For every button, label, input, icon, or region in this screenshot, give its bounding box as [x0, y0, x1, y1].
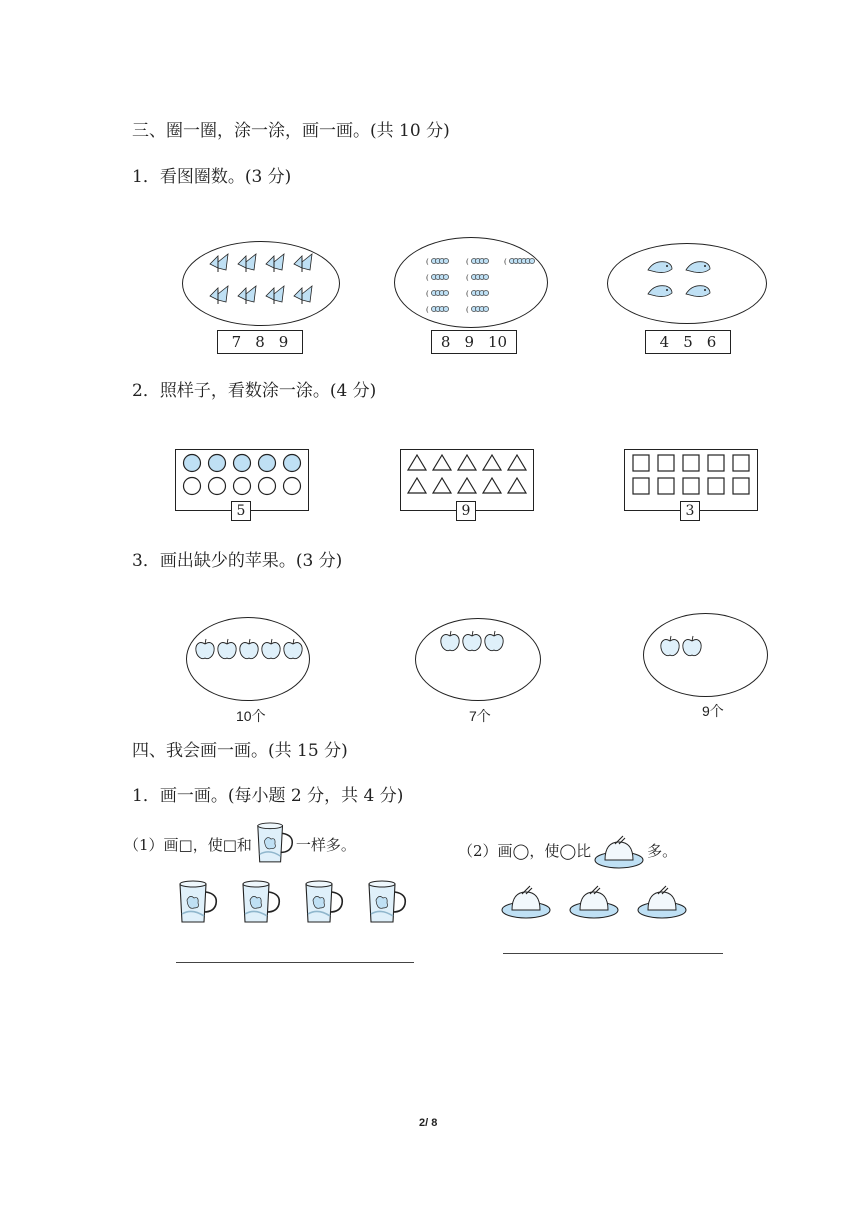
circle-shape[interactable] [284, 478, 301, 495]
circle-shape[interactable] [259, 455, 276, 472]
cup-icon [180, 881, 216, 922]
cup-row [170, 878, 420, 928]
apple-icon [196, 639, 214, 659]
square-shape[interactable] [708, 478, 724, 494]
apple-icon [661, 636, 679, 656]
apple-icon [240, 639, 258, 659]
caterpillar-icon [466, 258, 489, 266]
butterfly-icon [238, 254, 256, 272]
butterfly-icon [294, 286, 312, 304]
svg-text:(: ( [426, 258, 429, 266]
caterpillar-icon [426, 306, 449, 314]
fish-icon [648, 262, 672, 273]
square-panel-number: 3 [680, 501, 700, 521]
apple-icon [683, 636, 701, 656]
q2-title: 2．照样子，看数涂一涂。(4 分) [132, 381, 377, 401]
circle-shape[interactable] [259, 478, 276, 495]
hat-icon [591, 830, 647, 870]
cup-icon [258, 823, 292, 862]
caterpillar-icon [466, 306, 489, 314]
answer-line[interactable] [176, 962, 414, 963]
apple-icon [485, 631, 503, 651]
apple-total-label: 9个 [702, 703, 724, 719]
cup-icon [252, 822, 296, 866]
answer-line[interactable] [503, 953, 723, 954]
svg-text:(: ( [466, 258, 469, 266]
section4-title: 四、我会画一画。(共 15 分) [132, 741, 348, 761]
triangle-panel-number: 9 [456, 501, 476, 521]
triangle-shape[interactable] [508, 478, 526, 493]
choice-number[interactable]: 5 [683, 333, 693, 351]
square-shape[interactable] [733, 455, 749, 471]
s4-q1-title: 1．画一画。(每小题 2 分，共 4 分) [132, 786, 404, 806]
choice-number[interactable]: 10 [488, 333, 508, 351]
butterfly-icon [294, 254, 312, 272]
cup-icon [369, 881, 405, 922]
hat-icon [638, 886, 686, 918]
fish-group [644, 258, 724, 308]
apple-row [658, 634, 708, 658]
circle-panel-number: 5 [231, 501, 251, 521]
page-number: 2/ 8 [419, 1117, 438, 1129]
svg-text:(: ( [426, 290, 429, 298]
square-shape[interactable] [683, 455, 699, 471]
caterpillar-set [422, 252, 532, 318]
circle-shape[interactable] [234, 455, 251, 472]
fish-choices [645, 330, 731, 354]
circle-shape[interactable] [184, 455, 201, 472]
butterfly-group [202, 252, 322, 316]
hat-icon [595, 836, 643, 868]
circle-shape[interactable] [234, 478, 251, 495]
square-shape[interactable] [633, 478, 649, 494]
triangle-shape[interactable] [483, 478, 501, 493]
apple-icon [441, 631, 459, 651]
triangle-shape[interactable] [458, 455, 476, 470]
choice-number[interactable]: 6 [706, 333, 717, 351]
square-shape[interactable] [733, 478, 749, 494]
triangle-shape[interactable] [483, 455, 501, 470]
apple-icon [218, 639, 236, 659]
circle-shape[interactable] [184, 478, 201, 495]
butterfly-set [202, 252, 322, 316]
caterpillar-icon [426, 258, 449, 266]
butterfly-choices [217, 330, 303, 354]
fish-icon [686, 262, 710, 273]
apple-icon [463, 631, 481, 651]
choice-number[interactable]: 7 [231, 333, 242, 351]
caterpillar-icon [504, 258, 535, 266]
choice-number[interactable]: 8 [255, 333, 265, 351]
apple-set [438, 629, 508, 653]
cup-set [170, 878, 420, 928]
cup-icon [243, 881, 279, 922]
hat-icon [502, 886, 550, 918]
circle-shape[interactable] [209, 455, 226, 472]
apple-row [193, 637, 303, 661]
svg-text:(: ( [466, 274, 469, 282]
triangle-shape[interactable] [408, 455, 426, 470]
part1-suffix: 一样多。 [295, 835, 356, 854]
apple-total-label: 7个 [469, 708, 491, 724]
choice-number[interactable]: 8 [440, 333, 451, 351]
part1-prefix: （1）画□，使□和 [124, 835, 252, 854]
butterfly-icon [266, 286, 284, 304]
triangle-shape[interactable] [508, 455, 526, 470]
square-shape[interactable] [708, 455, 724, 471]
svg-text:(: ( [426, 306, 429, 314]
caterpillar-icon [426, 290, 449, 298]
inline-cup-svg [252, 822, 296, 866]
butterfly-icon [238, 286, 256, 304]
butterfly-icon [210, 286, 228, 304]
inline-hat-svg [591, 830, 647, 870]
choice-number[interactable]: 9 [464, 333, 474, 351]
svg-text:(: ( [426, 274, 429, 282]
caterpillar-icon [466, 274, 489, 282]
fish-set [644, 258, 724, 308]
fish-icon [648, 286, 672, 297]
hat-row [498, 878, 698, 922]
svg-text:(: ( [504, 258, 507, 266]
fish-icon [686, 286, 710, 297]
apple-total-label: 10个 [236, 708, 266, 724]
square-shape[interactable] [683, 478, 699, 494]
square-shape[interactable] [633, 455, 649, 471]
apple-icon [284, 639, 302, 659]
q3-title: 3．画出缺少的苹果。(3 分) [132, 551, 343, 571]
hat-icon [570, 886, 618, 918]
caterpillar-choices [431, 330, 517, 354]
caterpillar-icon [466, 290, 489, 298]
apple-set [658, 634, 706, 658]
svg-text:(: ( [466, 290, 469, 298]
square-shape[interactable] [658, 478, 674, 494]
part2-prefix: （2）画◯，使◯比 [458, 841, 592, 860]
apple-set [193, 637, 307, 661]
cup-icon [306, 881, 342, 922]
caterpillar-icon [426, 274, 449, 282]
apple-row [438, 629, 518, 653]
triangle-shape[interactable] [433, 455, 451, 470]
circle-shape[interactable] [209, 478, 226, 495]
part2-suffix: 多。 [647, 841, 678, 860]
butterfly-icon [266, 254, 284, 272]
apple-icon [262, 639, 280, 659]
triangle-shape[interactable] [433, 478, 451, 493]
part1-instruction [124, 822, 356, 866]
circle-shape[interactable] [284, 455, 301, 472]
choice-number[interactable]: 4 [659, 333, 670, 351]
section3-title: 三、圈一圈，涂一涂，画一画。(共 10 分) [132, 121, 450, 141]
square-shape[interactable] [658, 455, 674, 471]
caterpillar-group [422, 252, 532, 318]
svg-text:(: ( [466, 306, 469, 314]
triangle-shape[interactable] [408, 478, 426, 493]
hat-set [498, 878, 698, 922]
part2-instruction [458, 828, 677, 872]
triangle-shape[interactable] [458, 478, 476, 493]
q1-title: 1．看图圈数。(3 分) [132, 167, 292, 187]
butterfly-icon [210, 254, 228, 272]
choice-number[interactable]: 9 [278, 333, 289, 351]
